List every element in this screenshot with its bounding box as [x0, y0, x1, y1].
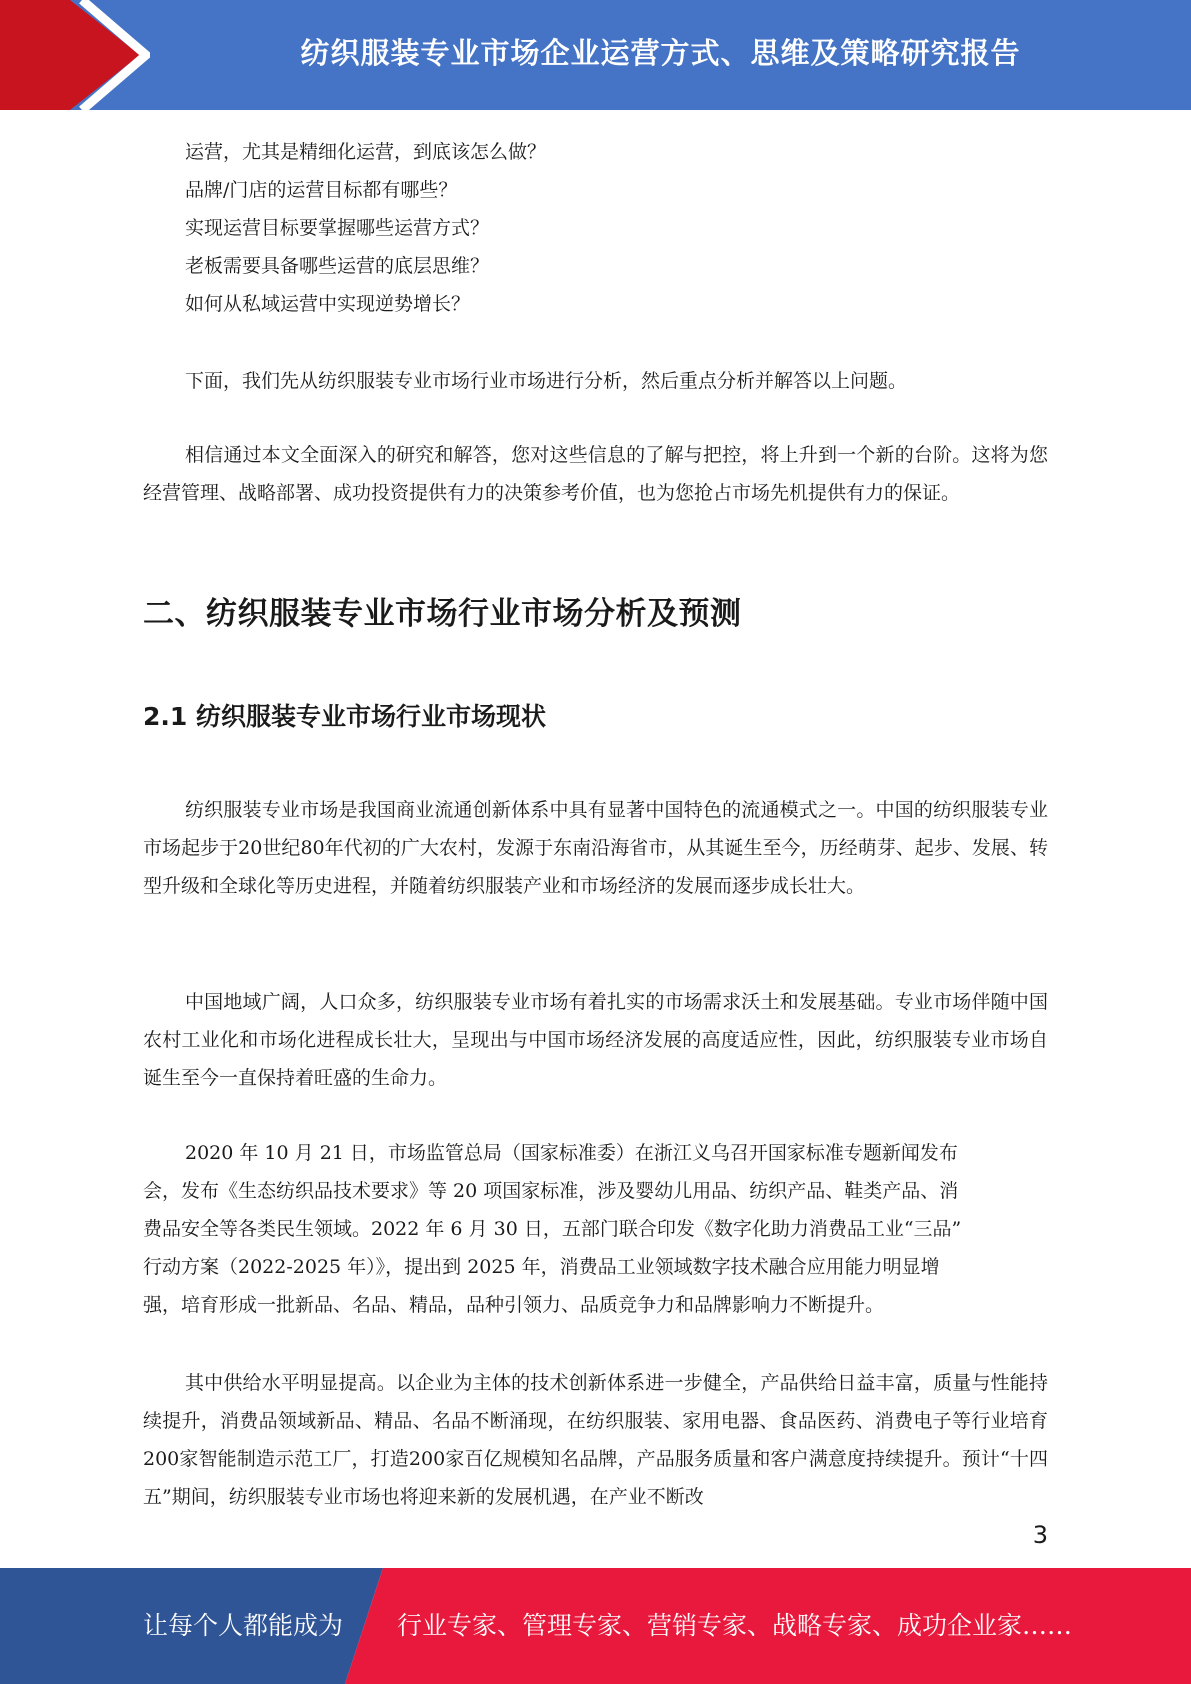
- question-line: 运营，尤其是精细化运营，到底该怎么做？: [185, 141, 547, 163]
- question-line: 如何从私域运营中实现逆势增长？: [185, 293, 471, 315]
- paragraph-line: 会，发布《生态纺织品技术要求》等 20 项国家标准，涉及婴幼儿用品、纺织产品、鞋类产品、消: [143, 1180, 959, 1202]
- section-heading: 二、纺织服装专业市场行业市场分析及预测: [143, 596, 742, 632]
- paragraph-line: 强，培育形成一批新品、名品、精品，品种引领力、品质竞争力和品牌影响力不断提升。: [143, 1294, 885, 1316]
- footer-slogan-left: 让每个人都能成为: [143, 1611, 344, 1640]
- paragraph-line: 行动方案（2022-2025 年）》，提出到 2025 年，消费品工业领域数字技术融合应用能力明显增: [143, 1256, 940, 1278]
- paragraph: 纺织服装专业市场是我国商业流通创新体系中具有显著中国特色的流通模式之一。中国的纺织服装专业市场起步于20世纪80年代初的广大农村，发源于东南沿海省市，从其诞生至今，历经萌芽、起步、发展、转型升级和全球化等历史进程，并随着纺织服装产业和市场经济的发展而逐步成长壮大。: [143, 799, 1048, 897]
- footer-banner: [0, 1568, 1191, 1684]
- page-number: 3: [1032, 1521, 1048, 1549]
- header-banner: [0, 0, 1191, 110]
- footer-slogan-right: 行业专家、管理专家、营销专家、战略专家、成功企业家……: [397, 1611, 1073, 1640]
- question-line: 老板需要具备哪些运营的底层思维？: [185, 255, 490, 277]
- paragraph-line: 2020 年 10 月 21 日，市场监管总局（国家标准委）在浙江义乌召开国家标准专题新闻发布: [185, 1142, 958, 1164]
- paragraph: 中国地域广阔，人口众多，纺织服装专业市场有着扎实的市场需求沃土和发展基础。专业市场伴随中国农村工业化和市场化进程成长壮大，呈现出与中国市场经济发展的高度适应性，因此，纺织服装专业市场自诞生至今一直保持着旺盛的生命力。: [143, 991, 1048, 1089]
- question-line: 品牌/门店的运营目标都有哪些？: [185, 179, 458, 201]
- paragraph: 相信通过本文全面深入的研究和解答，您对这些信息的了解与把控，将上升到一个新的台阶。这将为您经营管理、战略部署、成功投资提供有力的决策参考价值，也为您抢占市场先机提供有力的保证。: [143, 444, 1048, 504]
- chevron-arrow-icon: [0, 0, 150, 110]
- question-line: 实现运营目标要掌握哪些运营方式？: [185, 217, 490, 239]
- report-title: 纺织服装专业市场企业运营方式、思维及策略研究报告: [300, 36, 1021, 70]
- subsection-heading: 2.1 纺织服装专业市场行业市场现状: [143, 702, 546, 731]
- paragraph: 其中供给水平明显提高。以企业为主体的技术创新体系进一步健全，产品供给日益丰富，质量与性能持续提升，消费品领域新品、精品、名品不断涌现，在纺织服装、家用电器、食品医药、消费电子等行业培育200家智能制造示范工厂，打造200家百亿规模知名品牌，产品服务质量和客户满意度持续提升。预计“十四五”期间，纺织服装专业市场也将迎来新的发展机遇，在产业不断改: [143, 1372, 1048, 1508]
- paragraph: 下面，我们先从纺织服装专业市场行业市场进行分析，然后重点分析并解答以上问题。: [185, 370, 908, 392]
- paragraph-line: 费品安全等各类民生领域。2022 年 6 月 30 日，五部门联合印发《数字化助力消费品工业“三品”: [143, 1218, 962, 1240]
